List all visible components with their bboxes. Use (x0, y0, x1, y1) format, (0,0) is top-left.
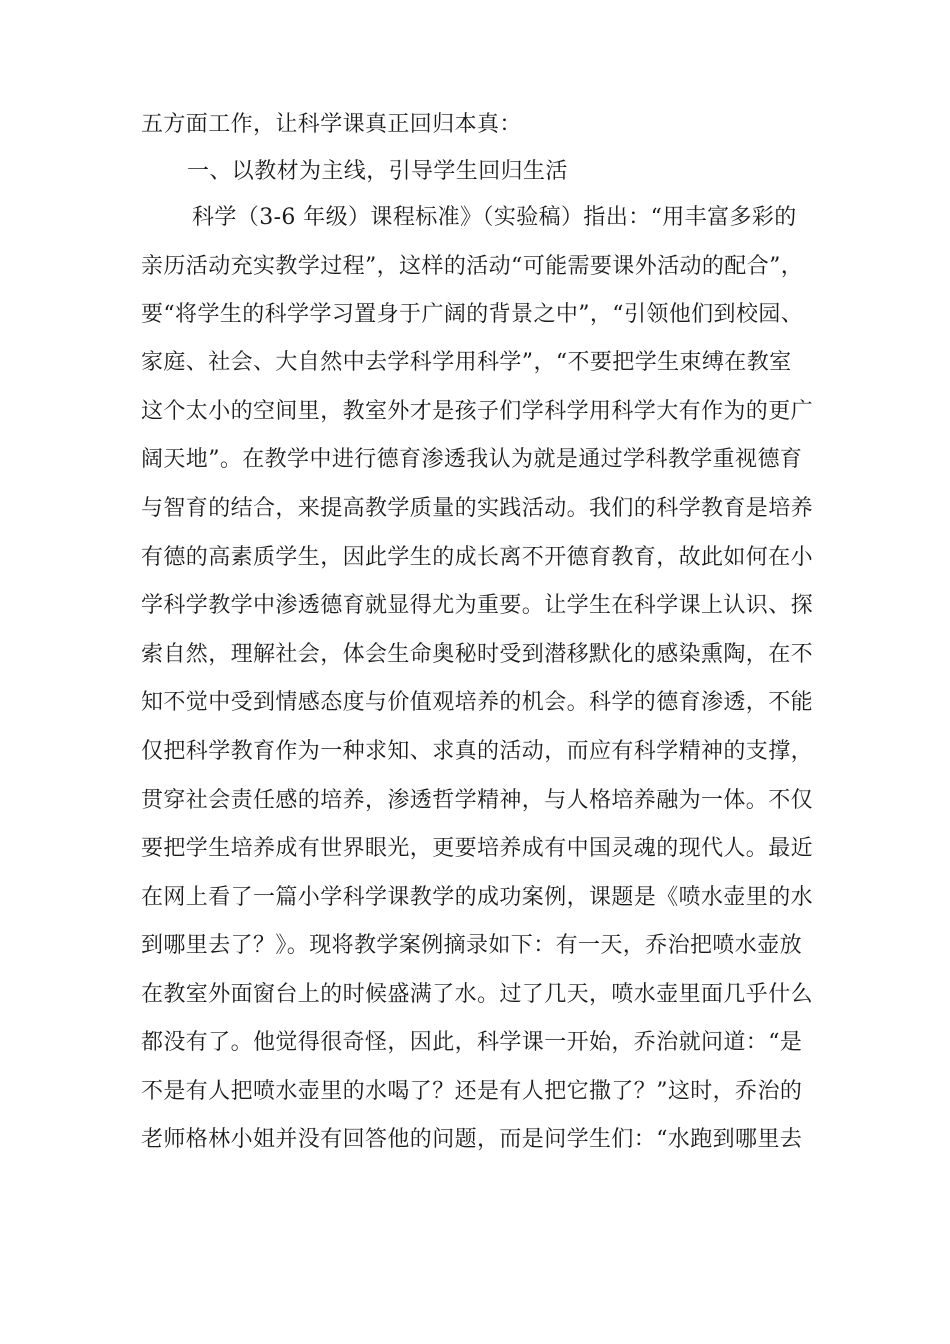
text-line-10: 有德的高素质学生，因此学生的成长离不开德育教育，故此如何在小 (141, 545, 814, 570)
text-line-12: 索自然，理解社会，体会生命奥秘时受到潜移默化的感染熏陶，在不 (141, 642, 814, 667)
text-line-7: 这个太小的空间里，教室外才是孩子们学科学用科学大有作为的更广 (141, 399, 814, 424)
text-line-15: 贯穿社会责任感的培养，渗透哲学精神，与人格培养融为一体。不仅 (141, 788, 814, 813)
text-line-20: 都没有了。他觉得很奇怪，因此，科学课一开始，乔治就问道：“是 (141, 1030, 803, 1055)
text-line-11: 学科学教学中渗透德育就显得尤为重要。让学生在科学课上认识、探 (141, 593, 814, 618)
text-line-9: 与智育的结合，来提高教学质量的实践活动。我们的科学教育是培养 (141, 496, 814, 521)
section-heading: 一、以教材为主线，引导学生回归生活 (187, 159, 568, 184)
text-line-16: 要把学生培养成有世界眼光，更要培养成有中国灵魂的现代人。最近 (141, 836, 814, 861)
text-line-6: 家庭、社会、大自然中去学科学用科学”，“不要把学生束缚在教室 (141, 350, 792, 375)
text-line-5: 要“将学生的科学学习置身于广阔的背景之中”，“引领他们到校园、 (141, 302, 804, 327)
text-line-4: 亲历活动充实教学过程”，这样的活动“可能需要课外活动的配合”， (141, 254, 804, 279)
text-line-14: 仅把科学教育作为一种求知、求真的活动，而应有科学精神的支撑， (141, 739, 814, 764)
text-line-21: 不是有人把喷水壶里的水喝了？还是有人把它撒了？”这时，乔治的 (141, 1079, 803, 1104)
text-line-1: 五方面工作，让科学课真正回归本真： (141, 112, 522, 137)
text-line-3: 科学（3-6 年级）课程标准》（实验稿）指出：“用丰富多彩的 (192, 205, 797, 230)
text-line-8: 阔天地”。在教学中进行德育渗透我认为就是通过学科教学重视德育 (141, 447, 803, 472)
text-line-22: 老师格林小姐并没有回答他的问题，而是问学生们：“水跑到哪里去 (141, 1127, 803, 1152)
text-line-19: 在教室外面窗台上的时候盛满了水。过了几天，喷水壶里面几乎什么 (141, 982, 814, 1007)
text-line-18: 到哪里去了？》。现将教学案例摘录如下：有一天，乔治把喷水壶放 (141, 933, 803, 958)
text-line-13: 知不觉中受到情感态度与价值观培养的机会。科学的德育渗透，不能 (141, 690, 814, 715)
text-line-17: 在网上看了一篇小学科学课教学的成功案例，课题是《喷水壶里的水 (141, 885, 814, 910)
